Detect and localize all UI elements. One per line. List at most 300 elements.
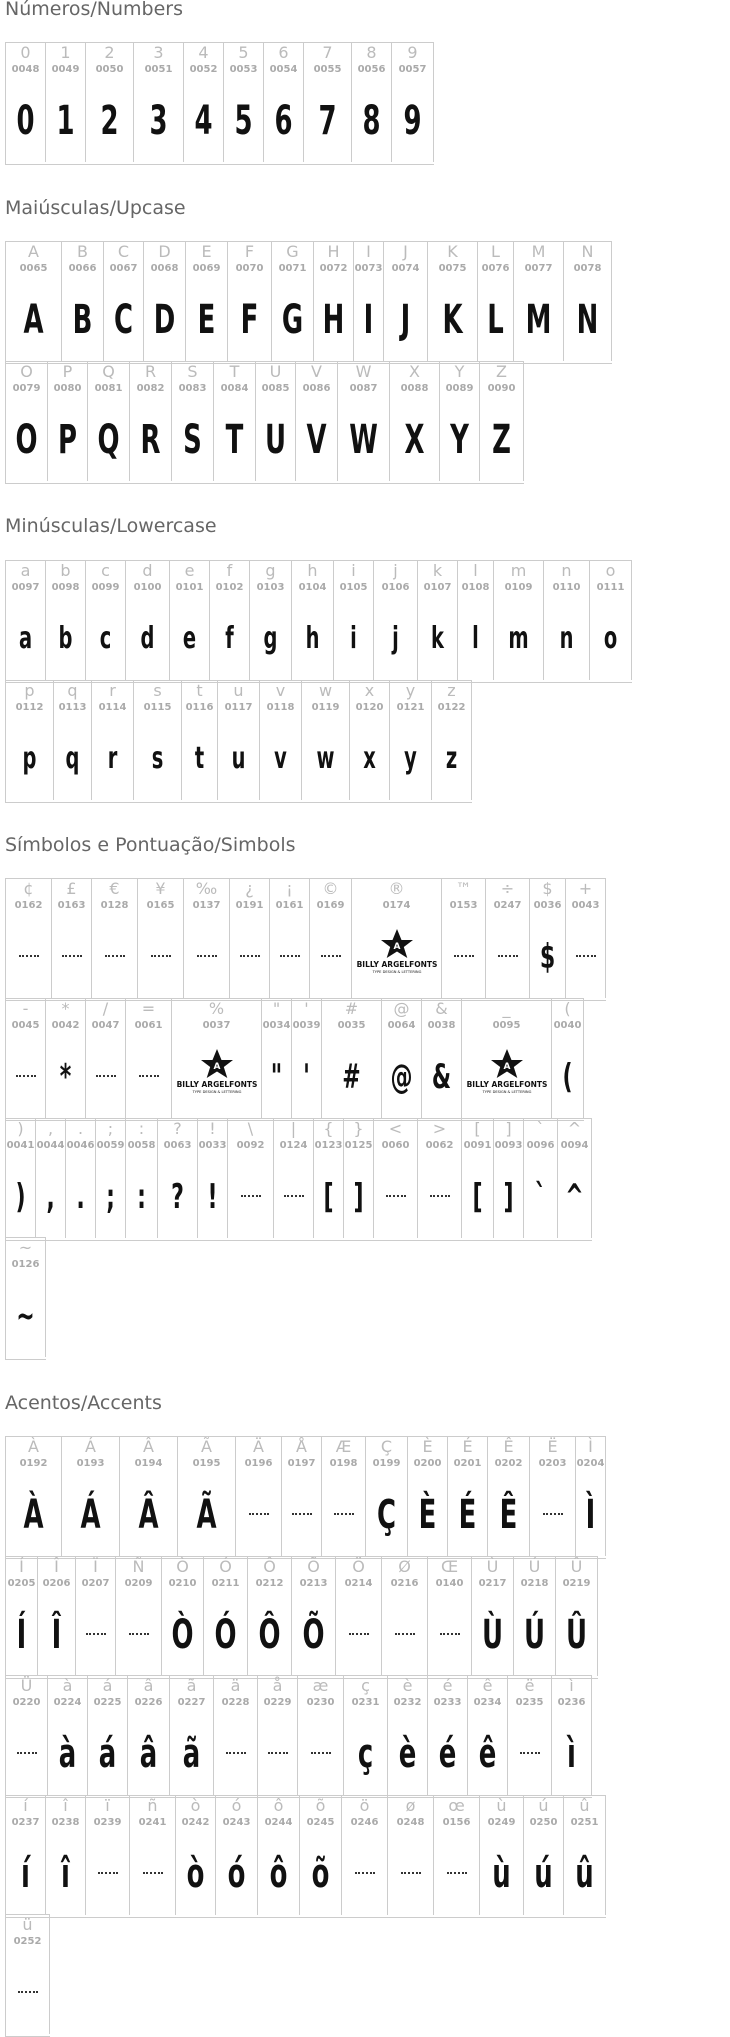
- glyph-cell-0097: [6, 561, 46, 680]
- glyph-sample: ó: [227, 1851, 246, 1897]
- glyph-sample: 4: [194, 98, 213, 144]
- glyph-sample: È: [418, 1492, 437, 1538]
- glyph-character-label: æ: [312, 1676, 329, 1695]
- glyph-sample: W: [349, 417, 378, 463]
- glyph-character-label: g: [265, 561, 276, 580]
- glyph-sample: Û: [565, 1612, 588, 1658]
- glyph-character-label: Ô: [263, 1557, 276, 1576]
- glyph-code-label: 0122: [437, 702, 466, 713]
- glyph-code-label: 0103: [256, 582, 285, 593]
- glyph-code-label: 0037: [202, 1020, 231, 1031]
- glyph-character-label: ó: [231, 1796, 242, 1815]
- glyph-character-label: +: [578, 879, 593, 898]
- glyph-cell-0081: [88, 362, 130, 481]
- glyph-character-label: f: [226, 561, 233, 580]
- glyph-cell-0061: [126, 999, 172, 1118]
- glyph-code-label: 0080: [53, 383, 82, 394]
- glyph-code-label: 0218: [520, 1578, 549, 1589]
- glyph-sample: b: [58, 621, 73, 656]
- glyph-code-label: 0041: [6, 1140, 35, 1151]
- missing-glyph-placeholder: [17, 1752, 37, 1754]
- glyph-code-label: 0070: [235, 263, 264, 274]
- glyph-character-label: ã: [186, 1676, 197, 1695]
- glyph-character-label: V: [311, 362, 322, 381]
- glyph-character-label: Ã: [201, 1437, 212, 1456]
- missing-glyph-placeholder: [151, 955, 171, 957]
- glyph-character-label: :: [138, 1119, 145, 1138]
- glyph-code-label: 0046: [66, 1140, 95, 1151]
- glyph-code-label: 0050: [95, 64, 124, 75]
- glyph-character-label: ™: [455, 879, 472, 898]
- glyph-character-label: œ: [448, 1796, 465, 1815]
- glyph-cell-0201: [448, 1437, 488, 1556]
- glyph-code-label: 0247: [493, 900, 522, 911]
- logo-wordmark: BILLY ARGELFONTS: [176, 1080, 257, 1089]
- glyph-row: [5, 1237, 46, 1360]
- glyph-sample: J: [400, 297, 411, 343]
- glyph-sample: ^: [565, 1177, 584, 1217]
- glyph-cell-0195: [178, 1437, 236, 1556]
- glyph-code-label: 0086: [302, 383, 331, 394]
- glyph-code-label: 0232: [393, 1697, 422, 1708]
- glyph-character-label: Ü: [20, 1676, 33, 1695]
- glyph-cell-0089: [440, 362, 480, 481]
- glyph-row: [5, 241, 612, 364]
- glyph-code-label: 0191: [235, 900, 264, 911]
- glyph-character-label: £: [66, 879, 77, 898]
- glyph-cell-0056: [352, 43, 392, 162]
- glyph-cell-0193: [62, 1437, 120, 1556]
- missing-glyph-placeholder: [241, 1195, 261, 1197]
- glyph-sample: Ã: [196, 1492, 217, 1538]
- glyph-character-label: j: [393, 561, 398, 580]
- glyph-cell-0094: [558, 1119, 592, 1238]
- glyph-character-label: #: [344, 999, 359, 1018]
- section-title-numeros-numbers: Números/Numbers: [5, 0, 183, 20]
- glyph-sample: k: [431, 621, 444, 656]
- glyph-sample: G: [281, 297, 304, 343]
- glyph-character-label: F: [244, 242, 255, 261]
- glyph-code-label: 0081: [94, 383, 123, 394]
- glyph-cell-0156: [434, 1796, 480, 1915]
- glyph-sample: ~: [16, 1296, 35, 1336]
- glyph-cell-0077: [514, 242, 564, 361]
- glyph-sample: (: [562, 1057, 573, 1097]
- glyph-code-label: 0174: [382, 900, 411, 911]
- missing-glyph-placeholder: [18, 1991, 38, 1993]
- glyph-row: [5, 1556, 598, 1679]
- glyph-cell-0046: [66, 1119, 96, 1238]
- glyph-cell-0110: [544, 561, 590, 680]
- glyph-cell-0174: [352, 879, 442, 998]
- glyph-code-label: 0162: [14, 900, 43, 911]
- glyph-sample: g: [263, 621, 278, 656]
- glyph-character-label: X: [409, 362, 420, 381]
- glyph-sample: Í: [16, 1612, 27, 1658]
- glyph-character-label: À: [28, 1437, 39, 1456]
- glyph-code-label: 0128: [100, 900, 129, 911]
- glyph-cell-0083: [172, 362, 214, 481]
- glyph-code-label: 0252: [13, 1936, 42, 1947]
- section-title-simbolos-e-pontuacao-simbols: Símbolos e Pontuação/Simbols: [5, 834, 296, 856]
- glyph-code-label: 0206: [42, 1578, 71, 1589]
- glyph-code-label: 0228: [221, 1697, 250, 1708]
- glyph-cell-0161: [270, 879, 310, 998]
- glyph-character-label: {: [323, 1119, 334, 1138]
- glyph-sample: D: [153, 297, 176, 343]
- glyph-character-label: K: [447, 242, 458, 261]
- glyph-cell-0071: [272, 242, 314, 361]
- glyph-cell-0231: [344, 1676, 388, 1795]
- glyph-character-label: Ó: [219, 1557, 232, 1576]
- glyph-cell-0053: [224, 43, 264, 162]
- glyph-sample: z: [445, 741, 458, 776]
- missing-glyph-placeholder: [440, 1633, 460, 1635]
- glyph-sample: E: [197, 297, 216, 343]
- glyph-sample: 0: [16, 98, 35, 144]
- missing-glyph-placeholder: [395, 1633, 415, 1635]
- glyph-code-label: 0153: [449, 900, 478, 911]
- glyph-code-label: 0074: [391, 263, 420, 274]
- glyph-character-label: ü: [22, 1915, 33, 1934]
- glyph-character-label: ©: [322, 879, 339, 898]
- glyph-code-label: 0076: [481, 263, 510, 274]
- glyph-cell-0096: [524, 1119, 558, 1238]
- glyph-sample: y: [404, 741, 417, 776]
- glyph-code-label: 0044: [36, 1140, 65, 1151]
- glyph-character-label: Ù: [486, 1557, 499, 1576]
- glyph-code-label: 0112: [15, 702, 44, 713]
- glyph-character-label: Å: [296, 1437, 307, 1456]
- glyph-cell-0059: [96, 1119, 126, 1238]
- missing-glyph-placeholder: [96, 1075, 116, 1077]
- glyph-code-label: 0109: [504, 582, 533, 593]
- glyph-character-label: Ö: [352, 1557, 365, 1576]
- glyph-character-label: P: [62, 362, 73, 381]
- glyph-sample: 9: [403, 98, 422, 144]
- glyph-cell-0098: [46, 561, 86, 680]
- glyph-character-label: i: [351, 561, 356, 580]
- glyph-cell-0091: [462, 1119, 494, 1238]
- glyph-character-label: 8: [366, 43, 377, 62]
- glyph-cell-0217: [472, 1557, 514, 1676]
- glyph-sample: e: [182, 621, 197, 656]
- glyph-cell-0106: [374, 561, 418, 680]
- glyph-character-label: ¿: [245, 879, 254, 898]
- glyph-sample: ù: [492, 1851, 511, 1897]
- glyph-sample: S: [183, 417, 202, 463]
- glyph-row: [5, 361, 524, 484]
- glyph-sample: j: [392, 621, 399, 656]
- missing-glyph-placeholder: [386, 1195, 406, 1197]
- glyph-character-label: l: [473, 561, 478, 580]
- glyph-cell-0074: [384, 242, 428, 361]
- glyph-code-label: 0202: [494, 1458, 523, 1469]
- glyph-sample: B: [72, 297, 93, 343]
- glyph-sample: 6: [274, 98, 293, 144]
- glyph-code-label: 0119: [311, 702, 340, 713]
- glyph-code-label: 0108: [461, 582, 490, 593]
- glyph-character-label: p: [24, 681, 35, 700]
- glyph-code-label: 0102: [215, 582, 244, 593]
- glyph-sample: ç: [357, 1731, 374, 1777]
- glyph-sample: l: [472, 621, 479, 656]
- glyph-cell-0036: [530, 879, 566, 998]
- glyph-character-label: ò: [190, 1796, 201, 1815]
- glyph-cell-0226: [128, 1676, 170, 1795]
- glyph-cell-0080: [48, 362, 88, 481]
- glyph-sample: P: [58, 417, 77, 463]
- glyph-code-label: 0199: [372, 1458, 401, 1469]
- glyph-code-label: 0235: [515, 1697, 544, 1708]
- glyph-cell-0216: [382, 1557, 428, 1676]
- glyph-cell-0075: [428, 242, 478, 361]
- glyph-code-label: 0067: [109, 263, 138, 274]
- logo-tagline: TYPE DESIGN & LETTERING: [372, 970, 421, 974]
- glyph-code-label: 0233: [433, 1697, 462, 1708]
- glyph-cell-0042: [46, 999, 86, 1118]
- glyph-cell-0213: [292, 1557, 336, 1676]
- glyph-cell-0103: [250, 561, 292, 680]
- glyph-character-label: ¡: [286, 879, 293, 898]
- glyph-code-label: 0077: [524, 263, 553, 274]
- glyph-cell-0040: [552, 999, 584, 1118]
- glyph-character-label: ñ: [147, 1796, 158, 1815]
- glyph-sample: í: [21, 1851, 30, 1897]
- glyph-character-label: z: [447, 681, 456, 700]
- glyph-character-label: a: [20, 561, 31, 580]
- glyph-code-label: 0087: [349, 383, 378, 394]
- glyph-sample: 8: [362, 98, 381, 144]
- glyph-row: [5, 998, 584, 1121]
- glyph-character-label: N: [581, 242, 594, 261]
- glyph-code-label: 0209: [124, 1578, 153, 1589]
- glyph-character-label: y: [405, 681, 416, 700]
- glyph-code-label: 0126: [11, 1259, 40, 1270]
- glyph-sample: L: [487, 297, 504, 343]
- glyph-code-label: 0063: [163, 1140, 192, 1151]
- glyph-sample: #: [342, 1057, 361, 1097]
- glyph-code-label: 0227: [177, 1697, 206, 1708]
- glyph-sample: Ç: [376, 1492, 397, 1538]
- glyph-sample: i: [350, 621, 357, 656]
- glyph-sample: K: [442, 297, 463, 343]
- glyph-code-label: 0238: [51, 1817, 80, 1828]
- glyph-character-label: h: [307, 561, 318, 580]
- glyph-character-label: ä: [230, 1676, 241, 1695]
- glyph-code-label: 0093: [494, 1140, 523, 1151]
- glyph-code-label: 0217: [478, 1578, 507, 1589]
- glyph-code-label: 0214: [344, 1578, 373, 1589]
- glyph-character-label: b: [60, 561, 71, 580]
- glyph-sample: F: [240, 297, 259, 343]
- glyph-cell-0033: [198, 1119, 228, 1238]
- glyph-character-label: M: [531, 242, 546, 261]
- glyph-cell-0092: [228, 1119, 274, 1238]
- glyph-sample: *: [59, 1057, 72, 1097]
- section-title-acentos-accents: Acentos/Accents: [5, 1392, 162, 1414]
- glyph-code-label: 0114: [98, 702, 127, 713]
- glyph-sample: A: [23, 297, 44, 343]
- glyph-code-label: 0241: [138, 1817, 167, 1828]
- glyph-sample: 5: [234, 98, 253, 144]
- glyph-cell-0194: [120, 1437, 178, 1556]
- glyph-character-label: Ä: [253, 1437, 264, 1456]
- glyph-code-label: 0047: [91, 1020, 120, 1031]
- glyph-sample: Y: [450, 417, 469, 463]
- glyph-row: [5, 878, 606, 1001]
- glyph-code-label: 0101: [175, 582, 204, 593]
- missing-glyph-placeholder: [249, 1513, 269, 1515]
- logo-star-letter: A: [393, 942, 400, 952]
- glyph-code-label: 0137: [192, 900, 221, 911]
- logo-star-letter: A: [213, 1062, 220, 1072]
- glyph-character-label: *: [61, 999, 70, 1018]
- glyph-character-label: E: [201, 242, 212, 261]
- glyph-character-label: /: [102, 999, 109, 1018]
- glyph-code-label: 0121: [396, 702, 425, 713]
- glyph-cell-0064: [382, 999, 422, 1118]
- glyph-sample: r: [107, 741, 118, 776]
- glyph-code-label: 0105: [339, 582, 368, 593]
- glyph-character-label: q: [67, 681, 78, 700]
- glyph-character-label: ú: [538, 1796, 549, 1815]
- glyph-cell-0035: [322, 999, 382, 1118]
- glyph-character-label: 1: [60, 43, 71, 62]
- missing-glyph-placeholder: [355, 1872, 375, 1874]
- glyph-character-label: o: [605, 561, 616, 580]
- glyph-sample: ú: [534, 1851, 553, 1897]
- glyph-cell-0251: [564, 1796, 606, 1915]
- missing-glyph-placeholder: [498, 955, 518, 957]
- glyph-cell-0140: [428, 1557, 472, 1676]
- glyph-code-label: 0205: [7, 1578, 36, 1589]
- glyph-code-label: 0196: [244, 1458, 273, 1469]
- glyph-character-label: í: [23, 1796, 28, 1815]
- glyph-character-label: Ñ: [132, 1557, 145, 1576]
- glyph-code-label: 0058: [127, 1140, 156, 1151]
- glyph-sample: s: [151, 741, 164, 776]
- glyph-code-label: 0111: [596, 582, 625, 593]
- glyph-character-label: J: [403, 242, 408, 261]
- font-logo-glyph: [462, 1047, 551, 1111]
- glyph-sample: À: [23, 1492, 44, 1538]
- glyph-sample: Ì: [585, 1492, 596, 1538]
- glyph-cell-0200: [408, 1437, 448, 1556]
- glyph-code-label: 0091: [463, 1140, 492, 1151]
- logo-wordmark: BILLY ARGELFONTS: [356, 960, 437, 969]
- glyph-cell-0237: [6, 1796, 46, 1915]
- glyph-code-label: 0237: [11, 1817, 40, 1828]
- glyph-character-label: 7: [322, 43, 333, 62]
- glyph-cell-0235: [508, 1676, 552, 1795]
- missing-glyph-placeholder: [129, 1633, 149, 1635]
- glyph-code-label: 0107: [423, 582, 452, 593]
- glyph-cell-0044: [36, 1119, 66, 1238]
- glyph-cell-0116: [182, 681, 218, 800]
- glyph-sample: R: [140, 417, 161, 463]
- missing-glyph-placeholder: [98, 1872, 118, 1874]
- glyph-character-label: Æ: [335, 1437, 352, 1456]
- glyph-character-label: d: [142, 561, 153, 580]
- glyph-code-label: 0113: [58, 702, 87, 713]
- glyph-character-label: Ú: [528, 1557, 541, 1576]
- glyph-character-label: @: [393, 999, 410, 1018]
- glyph-character-label: ö: [359, 1796, 370, 1815]
- glyph-cell-0118: [260, 681, 302, 800]
- glyph-cell-0192: [6, 1437, 62, 1556]
- glyph-sample: ): [15, 1177, 26, 1217]
- glyph-cell-0245: [300, 1796, 342, 1915]
- glyph-sample: Î: [51, 1612, 62, 1658]
- glyph-cell-0088: [390, 362, 440, 481]
- glyph-sample: 3: [149, 98, 168, 144]
- glyph-cell-0246: [342, 1796, 388, 1915]
- glyph-character-label: ): [17, 1119, 24, 1138]
- glyph-code-label: 0042: [51, 1020, 80, 1031]
- glyph-character-label: ‰: [195, 879, 218, 898]
- glyph-sample: o: [603, 621, 618, 656]
- glyph-code-label: 0096: [526, 1140, 555, 1151]
- glyph-sample: Ô: [258, 1612, 281, 1658]
- glyph-character-label: Á: [85, 1437, 96, 1456]
- glyph-sample: Q: [97, 417, 120, 463]
- glyph-code-label: 0212: [255, 1578, 284, 1589]
- glyph-code-label: 0118: [266, 702, 295, 713]
- glyph-sample: Õ: [302, 1612, 325, 1658]
- glyph-cell-0050: [86, 43, 134, 162]
- glyph-cell-0078: [564, 242, 612, 361]
- glyph-cell-0055: [304, 43, 352, 162]
- glyph-cell-0065: [6, 242, 62, 361]
- glyph-code-label: 0055: [313, 64, 342, 75]
- glyph-code-label: 0165: [146, 900, 175, 911]
- glyph-code-label: 0069: [192, 263, 221, 274]
- glyph-code-label: 0231: [351, 1697, 380, 1708]
- glyph-cell-0068: [144, 242, 186, 361]
- glyph-character-label: Â: [143, 1437, 154, 1456]
- glyph-code-label: 0156: [442, 1817, 471, 1828]
- glyph-character-label: Ë: [547, 1437, 558, 1456]
- glyph-cell-0225: [88, 1676, 128, 1795]
- glyph-character-label: ^: [567, 1119, 582, 1138]
- glyph-character-label: T: [229, 362, 240, 381]
- glyph-code-label: 0036: [533, 900, 562, 911]
- glyph-row: [5, 1436, 606, 1559]
- glyph-code-label: 0104: [298, 582, 327, 593]
- glyph-character-label: Û: [570, 1557, 583, 1576]
- glyph-row: [5, 1914, 50, 2037]
- glyph-code-label: 0195: [192, 1458, 221, 1469]
- glyph-sample: [: [472, 1177, 483, 1217]
- glyph-code-label: 0248: [396, 1817, 425, 1828]
- glyph-sample: ò: [186, 1851, 205, 1897]
- glyph-character-label: A: [28, 242, 39, 261]
- glyph-cell-0109: [494, 561, 544, 680]
- glyph-character-label: O: [20, 362, 33, 381]
- glyph-character-label: Ì: [588, 1437, 593, 1456]
- glyph-code-label: 0234: [473, 1697, 502, 1708]
- glyph-cell-0076: [478, 242, 514, 361]
- glyph-sample: h: [305, 621, 320, 656]
- glyph-cell-0090: [480, 362, 524, 481]
- glyph-character-label: W: [355, 362, 372, 381]
- glyph-code-label: 0082: [136, 383, 165, 394]
- glyph-cell-0108: [458, 561, 494, 680]
- glyph-cell-0196: [236, 1437, 282, 1556]
- glyph-character-label: ë: [524, 1676, 535, 1695]
- glyph-sample: ": [270, 1057, 283, 1097]
